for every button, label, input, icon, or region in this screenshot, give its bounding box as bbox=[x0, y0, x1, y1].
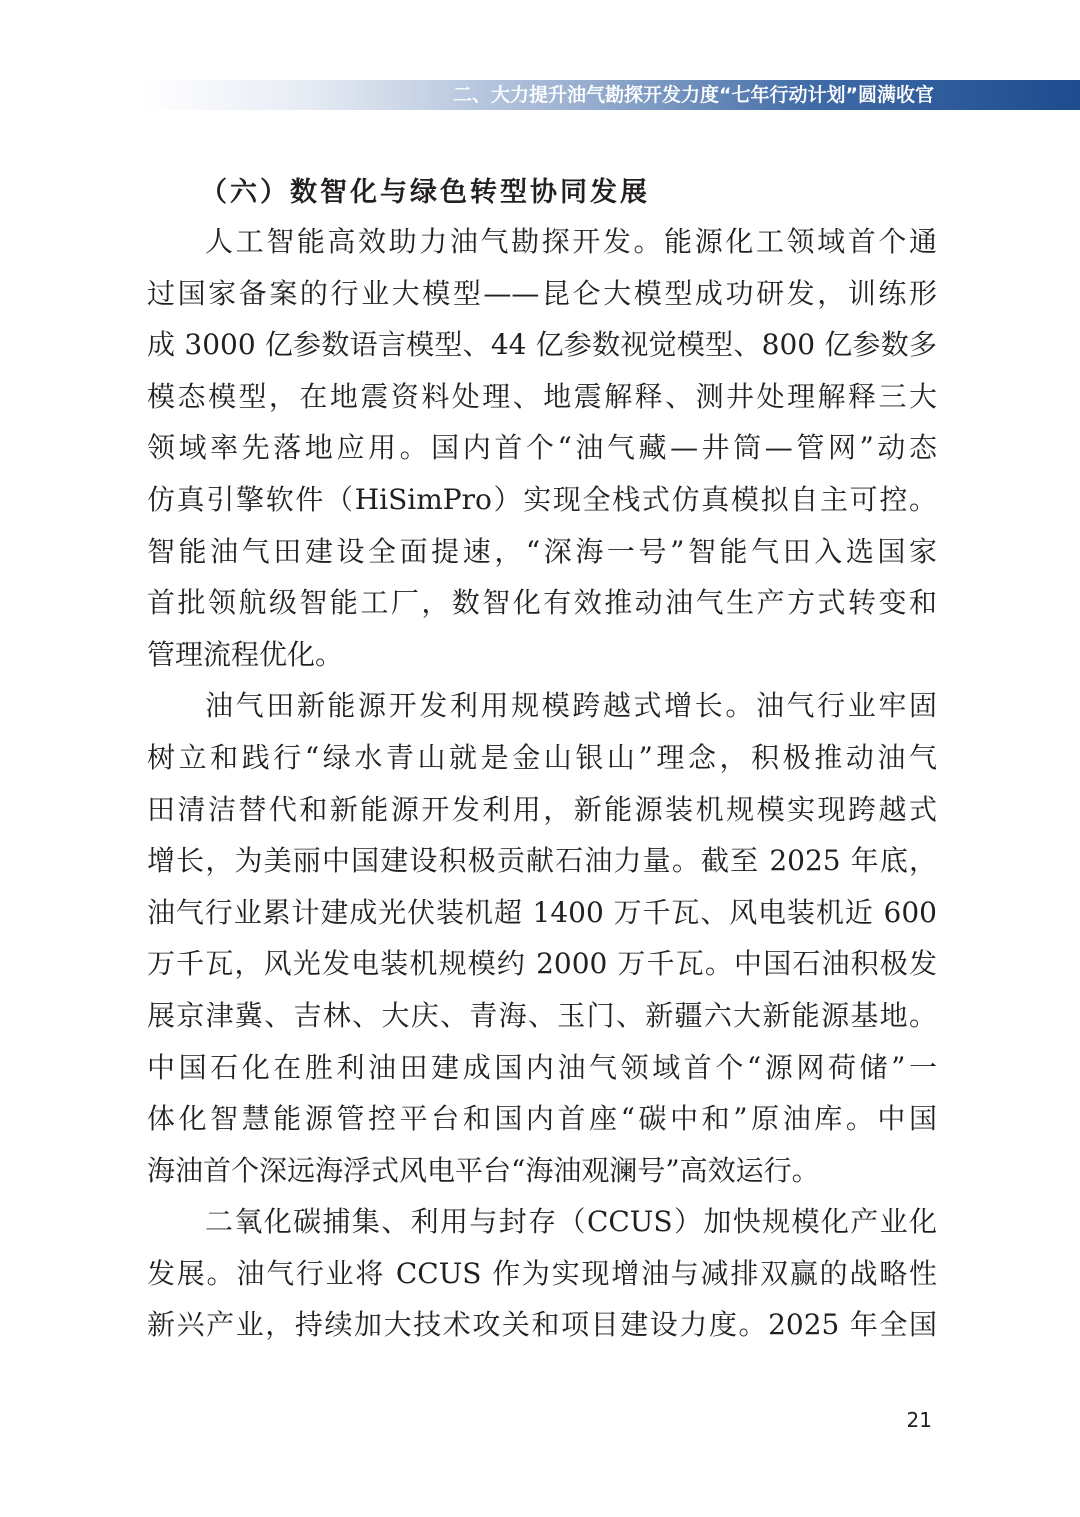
text-line: 万千瓦，风光发电装机规模约 2000 万千瓦。中国石油积极发 bbox=[147, 947, 937, 981]
paragraph-ccus bbox=[147, 1196, 937, 1351]
paragraph-new-energy bbox=[147, 680, 937, 1196]
text-line: 仿真引擎软件（HiSimPro）实现全栈式仿真模拟自主可控。 bbox=[147, 482, 937, 516]
text-line: 首批领航级智能工厂，数智化有效推动油气生产方式转变和 bbox=[147, 586, 937, 620]
text-line: 过国家备案的行业大模型——昆仑大模型成功研发，训练形 bbox=[147, 276, 937, 310]
text-line: 领域率先落地应用。国内首个“油气藏—井筒—管网”动态 bbox=[147, 431, 937, 465]
text-line: 新兴产业，持续加大技术攻关和项目建设力度。2025 年全国 bbox=[147, 1308, 937, 1342]
text-line: 体化智慧能源管控平台和国内首座“碳中和”原油库。中国 bbox=[147, 1102, 937, 1136]
text-line: 管理流程优化。 bbox=[147, 637, 344, 671]
text-line: 发展。油气行业将 CCUS 作为实现增油与减排双赢的战略性 bbox=[147, 1256, 937, 1290]
page-number: 21 bbox=[906, 1408, 932, 1432]
text-line: 油气行业累计建成光伏装机超 1400 万千瓦、风电装机近 600 bbox=[147, 895, 937, 929]
paragraph-ai bbox=[147, 216, 937, 680]
section-heading: （六）数智化与绿色转型协同发展 bbox=[200, 177, 650, 208]
text-line: 展京津冀、吉林、大庆、青海、玉门、新疆六大新能源基地。 bbox=[147, 998, 937, 1032]
chapter-title: 二、大力提升油气勘探开发力度“七年行动计划”圆满收官 bbox=[453, 84, 934, 106]
text-line: 增长，为美丽中国建设积极贡献石油力量。截至 2025 年底， bbox=[147, 844, 937, 878]
text-line: 田清洁替代和新能源开发利用，新能源装机规模实现跨越式 bbox=[147, 792, 937, 826]
text-line: 中国石化在胜利油田建成国内油气领域首个“源网荷储”一 bbox=[147, 1050, 937, 1084]
body-text bbox=[147, 216, 937, 1351]
text-line: 模态模型，在地震资料处理、地震解释、测井处理解释三大 bbox=[147, 379, 937, 413]
text-line: 海油首个深远海浮式风电平台“海油观澜号”高效运行。 bbox=[147, 1153, 820, 1187]
text-line: 智能油气田建设全面提速，“深海一号”智能气田入选国家 bbox=[147, 534, 937, 568]
text-line: 二氧化碳捕集、利用与封存（CCUS）加快规模化产业化 bbox=[205, 1205, 937, 1239]
text-line: 树立和践行“绿水青山就是金山银山”理念，积极推动油气 bbox=[147, 740, 937, 774]
text-line: 成 3000 亿参数语言模型、44 亿参数视觉模型、800 亿参数多 bbox=[147, 328, 937, 362]
text-line: 人工智能高效助力油气勘探开发。能源化工领域首个通 bbox=[205, 225, 937, 258]
text-line: 油气田新能源开发利用规模跨越式增长。油气行业牢固 bbox=[205, 689, 937, 723]
